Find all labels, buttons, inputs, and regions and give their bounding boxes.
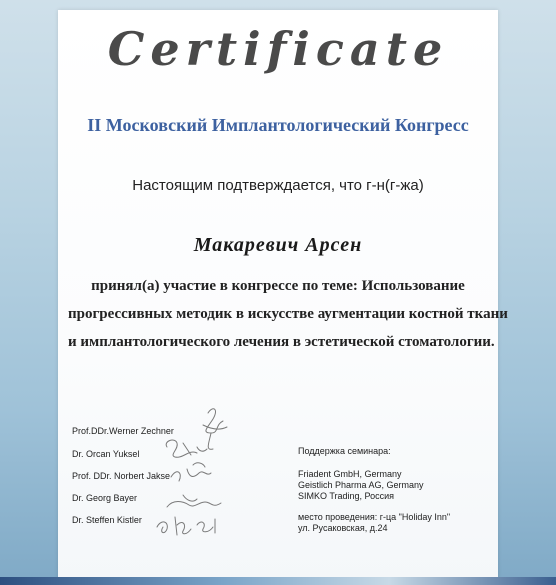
venue-line: место проведения: г-ца "Holiday Inn" bbox=[298, 512, 451, 522]
congress-name: II Московский Имплантологический Конгресс bbox=[87, 115, 469, 135]
signatory-name: Dr. Orcan Yuksel bbox=[72, 449, 140, 459]
recipient-name: Макаревич Арсен bbox=[193, 234, 363, 256]
topic-line: и имплантологического лечения в эстетической стоматологии. bbox=[68, 334, 495, 350]
sponsor-item: Friadent GmbH, Germany bbox=[298, 469, 402, 479]
confirmation-text: Настоящим подтверждается, что г-н(г-жа) bbox=[132, 177, 424, 194]
support-heading: Поддержка семинара: bbox=[298, 446, 391, 456]
topic-text bbox=[68, 272, 508, 356]
signatory-name: Prof. DDr. Norbert Jakse bbox=[72, 471, 171, 481]
certificate-title: Certificate bbox=[107, 22, 449, 76]
topic-line: прогрессивных методик в искусстве аугментации костной ткани bbox=[68, 306, 508, 322]
sponsor-item: Geistlich Pharma AG, Germany bbox=[298, 480, 424, 490]
venue-line: ул. Русаковская, д.24 bbox=[298, 523, 388, 533]
sponsor-item: SIMKO Trading, Россия bbox=[298, 491, 395, 501]
certificate-paper bbox=[58, 10, 508, 585]
handwritten-signatures bbox=[153, 403, 273, 543]
signatory-name: Prof.DDr.Werner Zechner bbox=[72, 426, 174, 436]
topic-line: принял(а) участие в конгрессе по теме: Использование bbox=[91, 278, 465, 294]
signatory-name: Dr. Georg Bayer bbox=[72, 493, 138, 503]
signatory-name: Dr. Steffen Kistler bbox=[72, 515, 142, 525]
decorative-bottom-strip bbox=[0, 577, 556, 585]
